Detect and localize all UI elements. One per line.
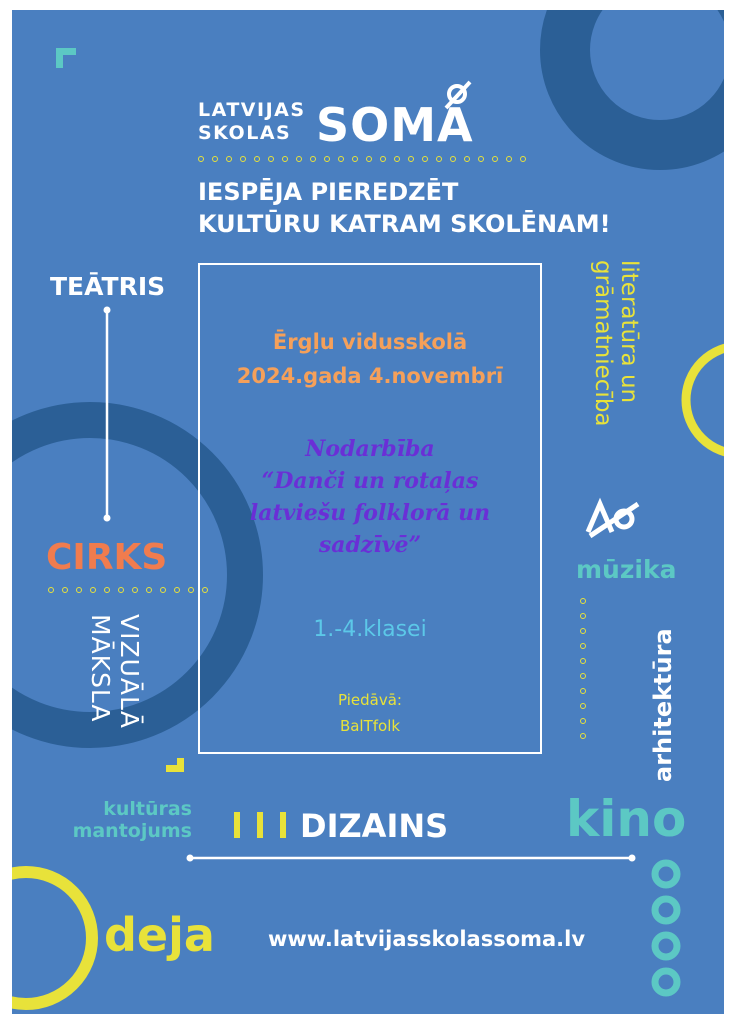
vizuala-line-1: VIZUĀLĀ bbox=[115, 614, 144, 730]
kino-ring-3 bbox=[655, 935, 677, 957]
event-offer-label: Piedāvā: bbox=[338, 691, 402, 709]
muzika-dots-divider bbox=[580, 598, 586, 739]
category-literatura bbox=[578, 260, 642, 490]
yellow-ring-bottom-left bbox=[12, 872, 92, 1004]
event-school: Ērgļu vidusskolā bbox=[272, 330, 468, 354]
category-kino: kino bbox=[566, 790, 687, 848]
yellow-bar-3 bbox=[280, 812, 286, 838]
category-vizuala-maksla bbox=[74, 614, 144, 738]
category-muzika: mūzika bbox=[576, 555, 677, 584]
category-deja: deja bbox=[104, 908, 215, 962]
teal-corner-icon bbox=[56, 48, 76, 68]
category-teatris: TEĀTRIS bbox=[50, 272, 166, 301]
event-info-box bbox=[198, 263, 542, 754]
logo-skolas: SKOLAS bbox=[198, 122, 292, 144]
connector-dot-bottom bbox=[104, 515, 111, 522]
category-arhitektura-wrap bbox=[648, 626, 680, 782]
music-a-mark-icon bbox=[588, 504, 638, 536]
poster bbox=[12, 10, 724, 1014]
logo-soma: SOMA bbox=[316, 98, 474, 152]
connector-dot-left bbox=[187, 855, 194, 862]
connector-dot-top bbox=[104, 307, 111, 314]
kino-ring-2 bbox=[655, 899, 677, 921]
kino-ring-4 bbox=[655, 971, 677, 993]
category-arhitektura: arhitektūra bbox=[649, 628, 677, 782]
logo-dots-divider bbox=[198, 156, 526, 162]
kino-ring-1 bbox=[655, 863, 677, 885]
yellow-bar-2 bbox=[257, 812, 263, 838]
dark-ring-top-right bbox=[565, 10, 724, 145]
activity-line-4: sadzīvē” bbox=[318, 532, 422, 558]
kulturas-line-1: kultūras bbox=[103, 798, 192, 820]
yellow-corner-icon bbox=[166, 758, 184, 772]
kulturas-line-2: mantojums bbox=[72, 820, 192, 842]
connector-dot-right bbox=[629, 855, 636, 862]
literatura-line-2: grāmatniecība bbox=[590, 260, 616, 427]
event-grades: 1.-4.klasei bbox=[313, 617, 427, 642]
tagline-line-2: KULTŪRU KATRAM SKOLĒNAM! bbox=[198, 210, 611, 238]
category-cirks: CIRKS bbox=[46, 537, 168, 578]
literatura-line-1: literatūra un bbox=[616, 260, 642, 404]
logo-latvijas: LATVIJAS bbox=[198, 99, 306, 121]
event-date: 2024.gada 4.novembrī bbox=[236, 364, 504, 388]
event-provider: BalTfolk bbox=[339, 717, 401, 735]
activity-line-3: latviešu folklorā un bbox=[249, 500, 491, 526]
vizuala-line-2: MĀKSLA bbox=[86, 614, 115, 723]
activity-line-2: “Danči un rotaļas bbox=[261, 468, 479, 494]
cirks-dots-divider bbox=[48, 587, 208, 593]
yellow-bar-1 bbox=[234, 812, 240, 838]
event-activity bbox=[200, 433, 540, 561]
yellow-ring-right bbox=[686, 346, 724, 454]
category-dizains: DIZAINS bbox=[300, 807, 449, 845]
website-url[interactable]: www.latvijasskolassoma.lv bbox=[268, 927, 586, 951]
category-kulturas-mantojums bbox=[66, 798, 192, 842]
tagline-line-1: IESPĒJA PIEREDZĒT bbox=[198, 178, 459, 206]
activity-line-1: Nodarbība bbox=[305, 436, 435, 462]
